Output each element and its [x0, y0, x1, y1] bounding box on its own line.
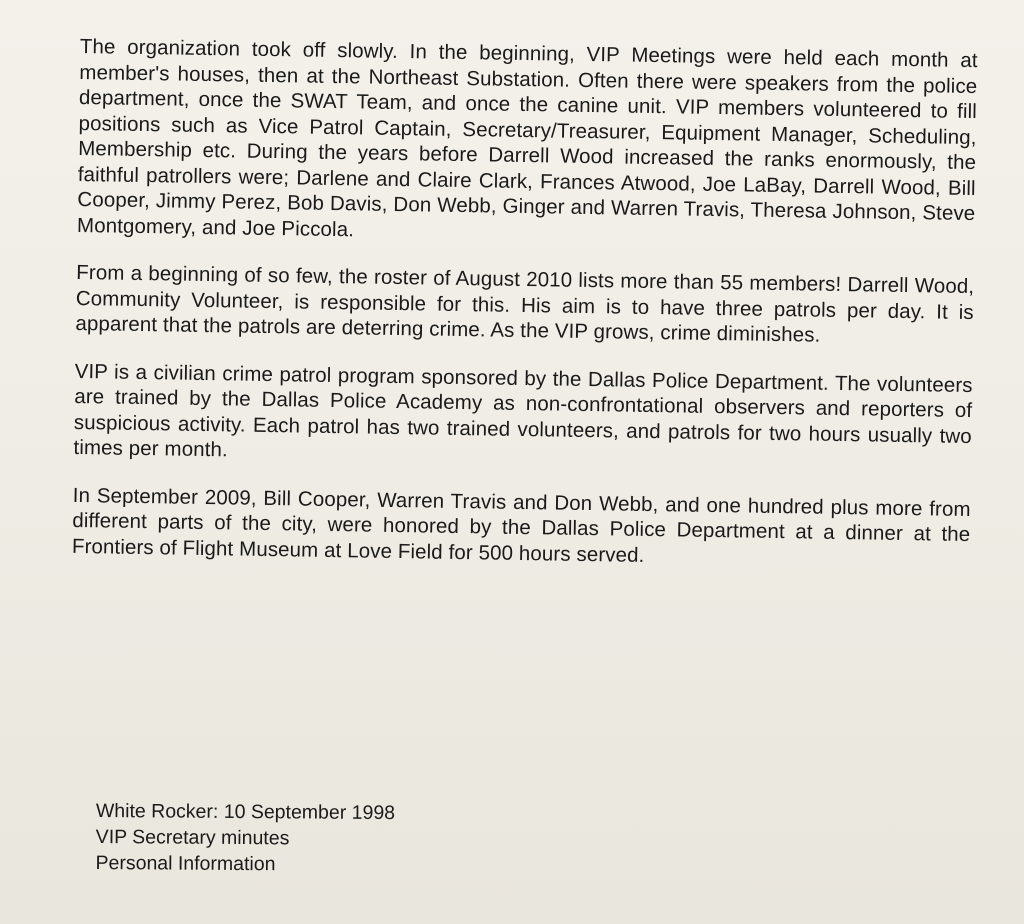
source-secretary-minutes: VIP Secretary minutes — [95, 825, 290, 850]
paragraph-honors: In September 2009, Bill Cooper, Warren Travis and Don Webb, and one hundred plus more from different parts of the city, were honored by the Dallas Police Department at a dinner at the Frontiers of Flight Museum at Love Field for 500 hours served. — [71, 483, 971, 567]
paragraph-roster-growth: From a beginning of so few, the roster of August 2010 lists more than 55 members! Darrell Wood, Community Volunteer, is responsible for this. His aim is to have three patrols per day. It is apparent that the patrols are deterring crime. As the VIP grows, crime diminishes. — [75, 260, 975, 347]
source-white-rocker: White Rocker: 10 September 1998 — [95, 799, 396, 825]
source-personal-information: Personal Information — [95, 851, 276, 876]
document-body — [71, 34, 977, 595]
sources-list — [95, 798, 516, 879]
paragraph-organization-history: The organization took off slowly. In the beginning, VIP Meetings were held each month at member's houses, then at the Northeast Substation. Often there were speakers from the police department, once the SWAT Team, and once the canine unit. VIP members volunteered to fill positions such as Vice Patrol Captain, Secretary/Treasurer, Equipment Manager, Scheduling, Membership etc. During the years before Darrell Wood increased the ranks enormously, the faithful patrollers were; Darlene and Claire Clark, Frances Atwood, Joe LaBay, Darrell Wood, Bill Cooper, Jimmy Perez, Bob Davis, Don Webb, Ginger and Warren Travis, Theresa Johnson, Steve Montgomery, and Joe Piccola. — [76, 34, 978, 241]
paragraph-program-description: VIP is a civilian crime patrol program sponsored by the Dallas Police Department. The volunteers are trained by the Dallas Police Academy as non-confrontational observers and reporters of suspicious activity. Each patrol has two trained volunteers, and patrols for two hours usually two times per month. — [73, 359, 973, 462]
